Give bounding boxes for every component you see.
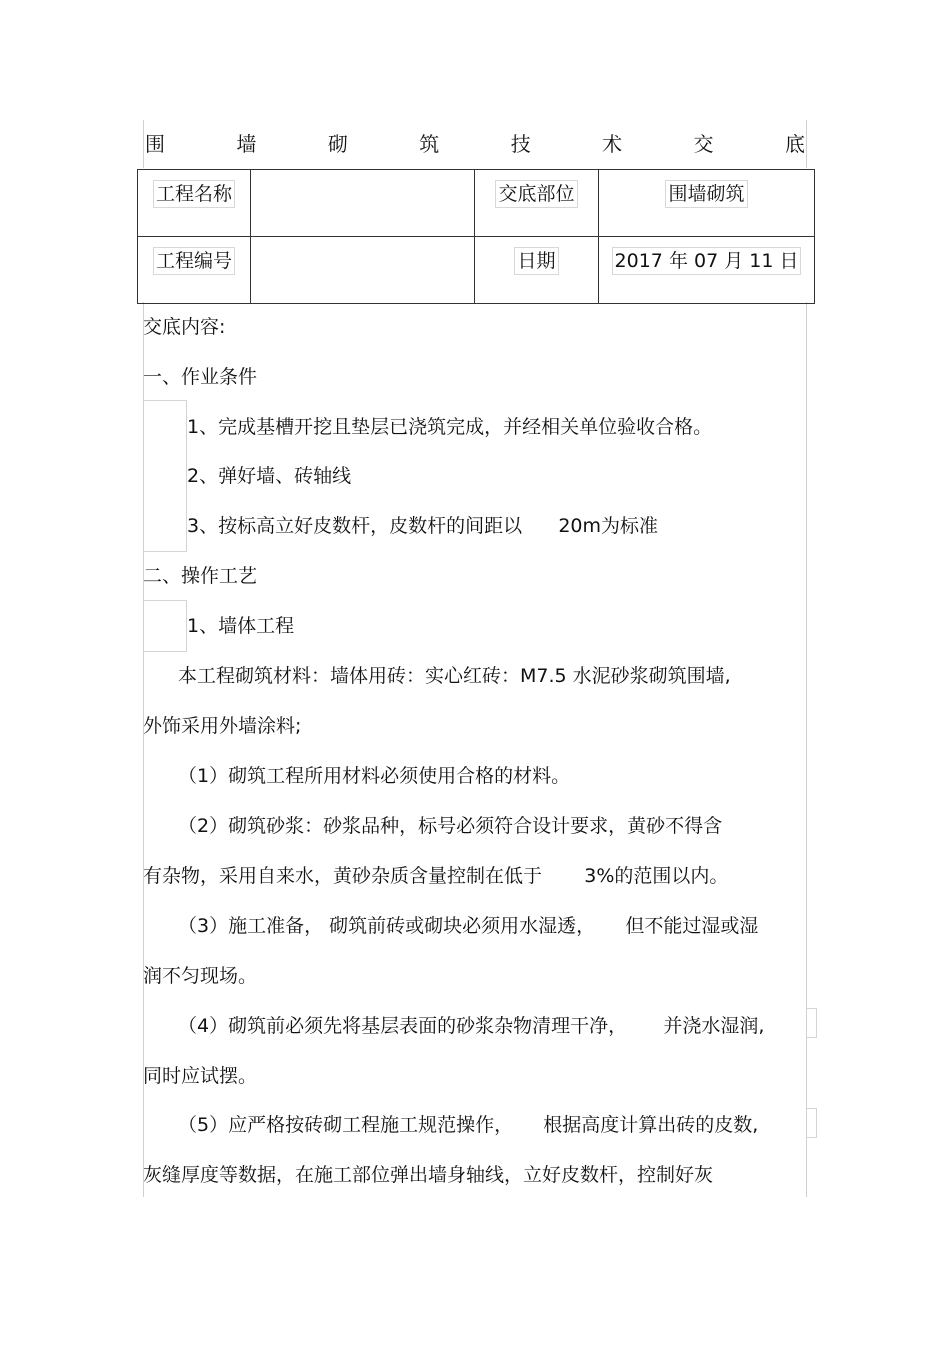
content-right-line — [806, 302, 807, 1197]
point-line: （2）砌筑砂浆：砂浆品种，标号必须符合设计要求，黄砂不得含 — [178, 815, 723, 837]
date-label-cell — [475, 237, 599, 304]
project-no-label-cell — [138, 237, 251, 304]
info-table — [137, 169, 815, 304]
title-char: 墙 — [236, 131, 257, 156]
title-char: 筑 — [419, 131, 440, 156]
section-title: 一、作业条件 — [143, 366, 258, 388]
point-line: 有杂物，采用自来水，黄砂杂质含量控制在低于 3%的范围以内。 — [143, 865, 729, 887]
list-item: 2、弹好墙、砖轴线 — [187, 465, 352, 487]
point-line: （5）应严格按砖砌工程施工规范操作， 根据高度计算出砖的皮数, — [178, 1114, 759, 1136]
right-bracket-2 — [806, 1108, 817, 1138]
project-no-label: 工程编号 — [153, 247, 235, 275]
title-char: 交 — [693, 131, 714, 156]
list-item: 3、按标高立好皮数杆，皮数杆的间距以 20m为标准 — [187, 515, 659, 537]
date-label: 日期 — [514, 247, 558, 275]
title-char: 围 — [145, 131, 165, 156]
project-no-value-cell — [251, 237, 475, 304]
content-heading: 交底内容: — [143, 316, 226, 338]
paragraph-line: 本工程砌筑材料：墙体用砖：实心红砖：M7.5 水泥砂浆砌筑围墙, — [178, 665, 731, 687]
point-line: 润不匀现场。 — [143, 965, 258, 987]
subsection-title: 1、墙体工程 — [187, 615, 295, 637]
page-title — [143, 122, 807, 162]
location-label: 交底部位 — [495, 180, 577, 208]
title-char: 术 — [602, 131, 623, 156]
list-item: 1、完成基槽开挖且垫层已浇筑完成，并经相关单位验收合格。 — [187, 416, 713, 438]
right-bracket-1 — [806, 1008, 817, 1038]
point-line: 同时应试摆。 — [143, 1065, 258, 1087]
point-line: （4）砌筑前必须先将基层表面的砂浆杂物清理干净， 并浇水湿润, — [178, 1015, 765, 1037]
project-name-label: 工程名称 — [153, 180, 235, 208]
point-line: （3）施工准备， 砌筑前砖或砌块必须用水湿透， 但不能过湿或湿 — [178, 915, 759, 937]
date-value: 2017 年 07 月 11 日 — [612, 247, 802, 275]
table-row — [138, 237, 815, 304]
date-value-cell — [599, 237, 815, 304]
title-char: 技 — [510, 131, 531, 156]
indent-bracket-2 — [143, 600, 187, 652]
project-name-value-cell — [251, 170, 475, 237]
indent-bracket-1 — [143, 400, 187, 552]
point-line: 灰缝厚度等数据，在施工部位弹出墙身轴线，立好皮数杆，控制好灰 — [143, 1164, 714, 1186]
table-row — [138, 170, 815, 237]
paragraph-line: 外饰采用外墙涂料; — [143, 715, 302, 737]
location-label-cell — [475, 170, 599, 237]
location-value: 围墙砌筑 — [665, 180, 747, 208]
title-char: 底 — [784, 131, 805, 156]
title-char: 砌 — [327, 131, 348, 156]
point-line: （1）砌筑工程所用材料必须使用合格的材料。 — [178, 765, 571, 787]
section-title: 二、操作工艺 — [143, 565, 258, 587]
project-name-label-cell — [138, 170, 251, 237]
location-value-cell — [599, 170, 815, 237]
